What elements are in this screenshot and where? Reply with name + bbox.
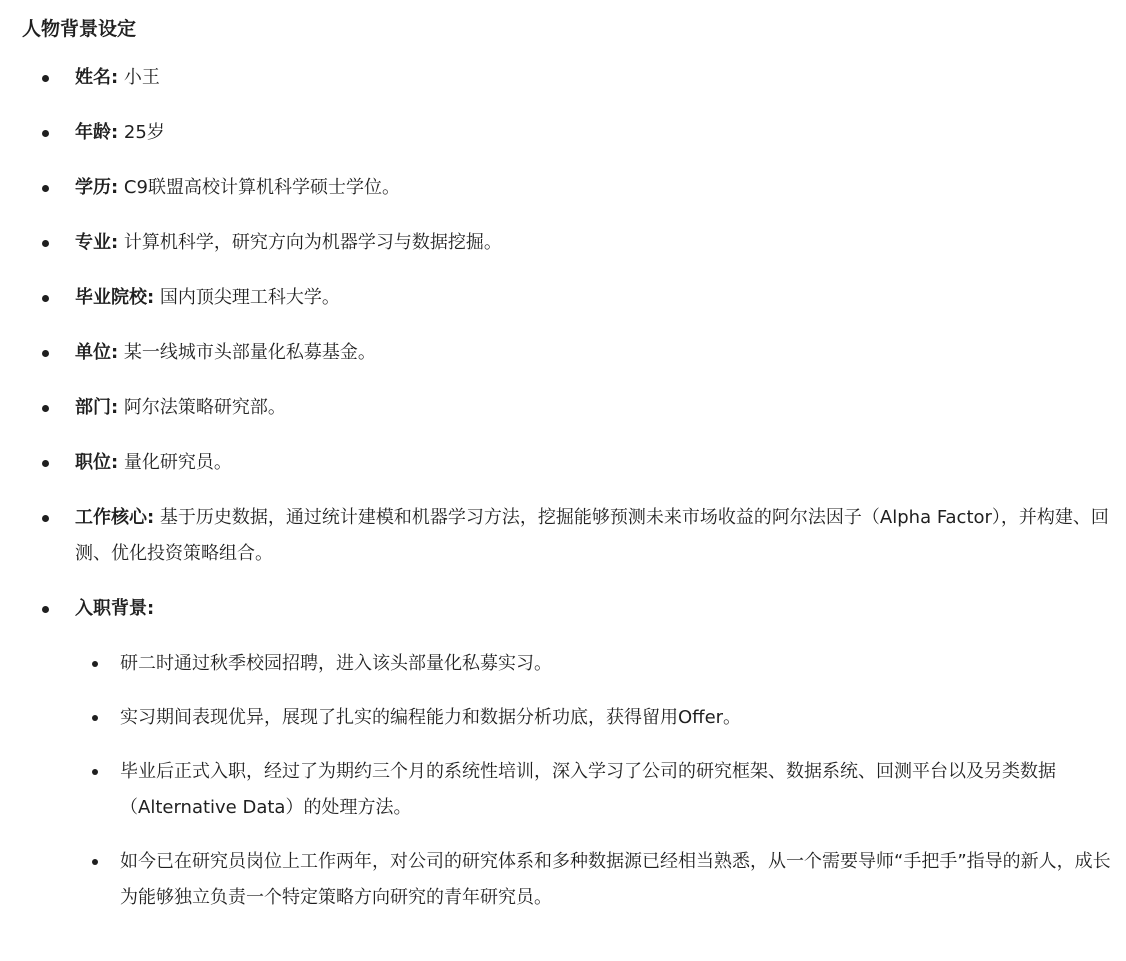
item-label: 姓名: xyxy=(75,67,119,88)
list-item-onboarding xyxy=(22,591,1112,916)
list-item-name xyxy=(22,60,1112,96)
profile-list xyxy=(22,60,1112,916)
item-label: 年龄: xyxy=(75,122,119,143)
item-label: 入职背景: xyxy=(75,598,155,619)
item-label: 工作核心: xyxy=(75,507,155,528)
sub-list-item xyxy=(75,700,1112,736)
item-label: 单位: xyxy=(75,342,119,363)
sub-list-item xyxy=(75,646,1112,682)
item-label: 学历: xyxy=(75,177,119,198)
item-text: 基于历史数据，通过统计建模和机器学习方法，挖掘能够预测未来市场收益的阿尔法因子（Alpha Factor），并构建、回测、优化投资策略组合。 xyxy=(75,507,1109,564)
item-text: 某一线城市头部量化私募基金。 xyxy=(118,342,376,363)
sub-item-text: 如今已在研究员岗位上工作两年，对公司的研究体系和多种数据源已经相当熟悉，从一个需要导师“手把手”指导的新人，成长为能够独立负责一个特定策略方向研究的青年研究员。 xyxy=(120,851,1111,908)
bullet-icon xyxy=(42,185,49,192)
bullet-icon xyxy=(92,769,98,775)
item-text: 国内顶尖理工科大学。 xyxy=(154,287,340,308)
list-item-work-focus xyxy=(22,500,1112,572)
item-text: 小王 xyxy=(118,67,160,88)
bullet-icon xyxy=(42,75,49,82)
bullet-icon xyxy=(42,295,49,302)
list-item-school xyxy=(22,280,1112,316)
bullet-icon xyxy=(92,859,98,865)
bullet-icon xyxy=(42,130,49,137)
sub-list-item xyxy=(75,844,1112,916)
item-label: 毕业院校: xyxy=(75,287,155,308)
bullet-icon xyxy=(42,606,49,613)
document-heading: 人物背景设定 xyxy=(22,18,137,40)
list-item-position xyxy=(22,445,1112,481)
sub-item-text: 实习期间表现优异，展现了扎实的编程能力和数据分析功底，获得留用Offer。 xyxy=(120,707,742,728)
document xyxy=(22,0,1112,916)
item-text: 计算机科学，研究方向为机器学习与数据挖掘。 xyxy=(118,232,502,253)
onboarding-sub-list xyxy=(75,646,1112,916)
item-text: 25岁 xyxy=(118,122,165,143)
list-item-major xyxy=(22,225,1112,261)
bullet-icon xyxy=(92,715,98,721)
item-label: 专业: xyxy=(75,232,119,253)
bullet-icon xyxy=(92,661,98,667)
bullet-icon xyxy=(42,240,49,247)
list-item-department xyxy=(22,390,1112,426)
item-text: C9联盟高校计算机科学硕士学位。 xyxy=(118,177,400,198)
sub-list-item xyxy=(75,754,1112,826)
sub-item-text: 毕业后正式入职，经过了为期约三个月的系统性培训，深入学习了公司的研究框架、数据系统、回测平台以及另类数据（Alternative Data）的处理方法。 xyxy=(120,761,1056,818)
item-text: 阿尔法策略研究部。 xyxy=(118,397,286,418)
list-item-education xyxy=(22,170,1112,206)
bullet-icon xyxy=(42,515,49,522)
list-item-age xyxy=(22,115,1112,151)
bullet-icon xyxy=(42,405,49,412)
sub-item-text: 研二时通过秋季校园招聘，进入该头部量化私募实习。 xyxy=(120,653,552,674)
item-label: 部门: xyxy=(75,397,119,418)
bullet-icon xyxy=(42,460,49,467)
item-label: 职位: xyxy=(75,452,119,473)
item-text: 量化研究员。 xyxy=(118,452,232,473)
list-item-employer xyxy=(22,335,1112,371)
bullet-icon xyxy=(42,350,49,357)
